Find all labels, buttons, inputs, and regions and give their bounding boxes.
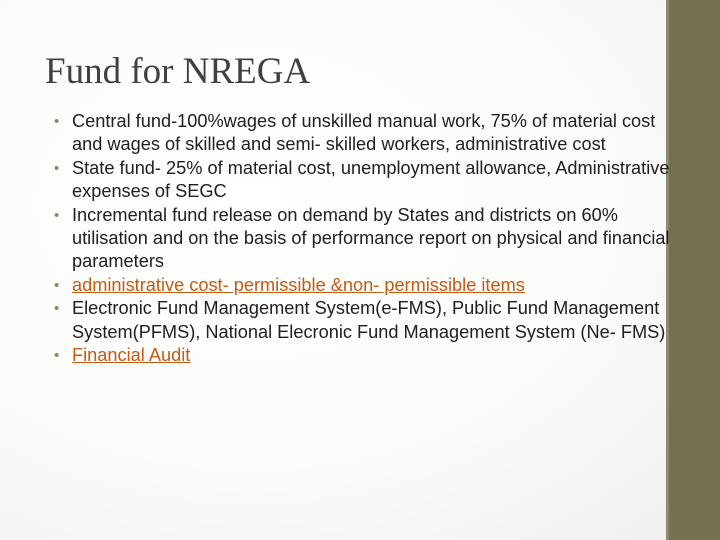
bullet-administrative-cost xyxy=(54,274,672,297)
bullet-central-fund xyxy=(54,110,672,157)
bullet-text: Central fund-100%wages of unskilled manual work, 75% of material cost and wages of skilled and semi- skilled workers, administrative cost xyxy=(72,111,656,155)
sidebar-accent-bar xyxy=(666,0,720,540)
bullet-dot-icon: • xyxy=(54,159,60,177)
bullet-dot-icon: • xyxy=(54,276,60,294)
bullet-dot-icon: • xyxy=(54,347,60,365)
bullet-list xyxy=(54,110,672,367)
bullet-financial-audit xyxy=(54,344,672,367)
slide-title: Fund for NREGA xyxy=(45,51,311,92)
bullet-incremental-release xyxy=(54,204,672,274)
bullet-dot-icon: • xyxy=(54,206,60,224)
bullet-electronic-fund xyxy=(54,297,672,344)
financial-audit-link[interactable]: Financial Audit xyxy=(72,345,191,366)
bullet-text: Incremental fund release on demand by States and districts on 60% utilisation and on the basis of performance report on physical and financial parameters xyxy=(72,204,670,272)
bullet-dot-icon: • xyxy=(54,113,60,130)
bullet-text: State fund- 25% of material cost, unemployment allowance, Administrative expenses of SEGC xyxy=(72,157,670,202)
administrative-cost-link[interactable]: administrative cost- permissible &non- permissible items xyxy=(72,274,525,295)
bullet-state-fund xyxy=(54,157,672,204)
bullet-text: Electronic Fund Management System(e-FMS), Public Fund Management System(PFMS), National Elecronic Fund Management System (Ne- FMS) xyxy=(72,298,666,342)
bullet-dot-icon: • xyxy=(54,300,60,318)
